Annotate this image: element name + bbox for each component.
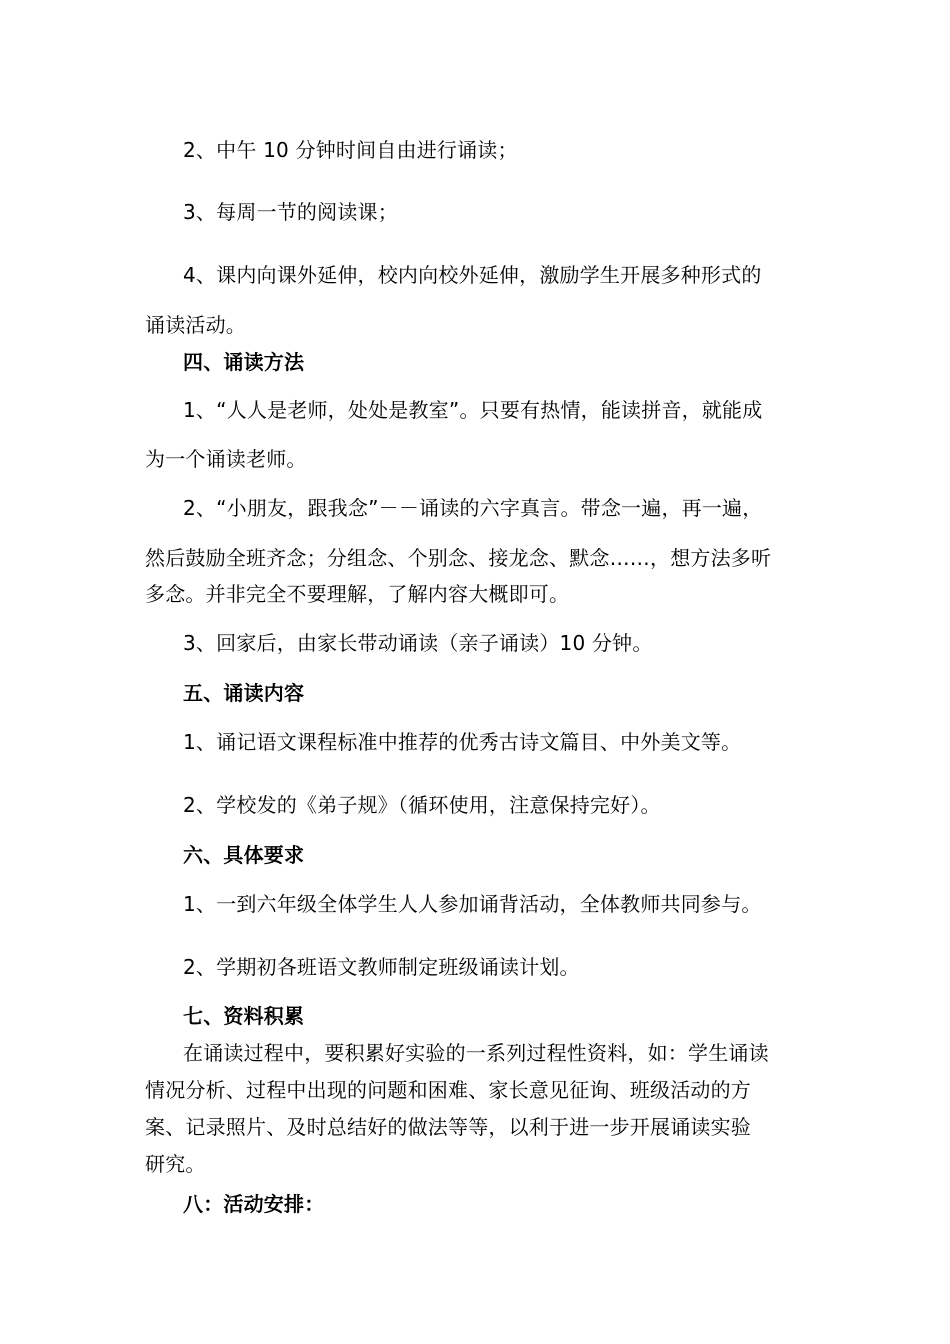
- paragraph-line: 多念。并非完全不要理解，了解内容大概即可。: [145, 582, 570, 606]
- section-heading: 四、诵读方法: [183, 350, 305, 374]
- paragraph-line: 2、学期初各班语文教师制定班级诵读计划。: [183, 955, 580, 979]
- section-heading: 五、诵读内容: [183, 681, 305, 705]
- paragraph-line: 2、“小朋友，跟我念”－－诵读的六字真言。带念一遍，再一遍，: [183, 496, 763, 520]
- paragraph-line: 2、学校发的《弟子规》（循环使用，注意保持完好）。: [183, 793, 661, 817]
- section-heading: 七、资料积累: [183, 1004, 305, 1028]
- paragraph-line: 1、一到六年级全体学生人人参加诵背活动，全体教师共同参与。: [183, 892, 762, 916]
- paragraph-line: 1、诵记语文课程标准中推荐的优秀古诗文篇目、中外美文等。: [183, 730, 742, 754]
- paragraph-line: 4、课内向课外延伸，校内向校外延伸，激励学生开展多种形式的: [183, 263, 762, 287]
- paragraph-line: 为一个诵读老师。: [145, 447, 307, 471]
- paragraph-line: 1、“人人是老师，处处是教室”。只要有热情，能读拼音，就能成: [183, 398, 763, 422]
- section-heading: 八：活动安排：: [183, 1192, 325, 1216]
- paragraph-line: 情况分析、过程中出现的问题和困难、家长意见征询、班级活动的方: [145, 1078, 751, 1102]
- paragraph-line: 在诵读过程中，要积累好实验的一系列过程性资料，如：学生诵读: [183, 1041, 769, 1065]
- paragraph-line: 案、记录照片、及时总结好的做法等等，以利于进一步开展诵读实验: [145, 1115, 751, 1139]
- paragraph-line: 3、每周一节的阅读课；: [183, 200, 398, 224]
- paragraph-line: 3、回家后，由家长带动诵读（亲子诵读）10 分钟。: [183, 631, 653, 655]
- paragraph-line: 研究。: [145, 1152, 206, 1176]
- section-heading: 六、具体要求: [183, 843, 305, 867]
- paragraph-line: 诵读活动。: [145, 313, 246, 337]
- paragraph-line: 然后鼓励全班齐念；分组念、个别念、接龙念、默念……，想方法多听: [145, 546, 772, 570]
- paragraph-line: 2、中午 10 分钟时间自由进行诵读；: [183, 138, 518, 162]
